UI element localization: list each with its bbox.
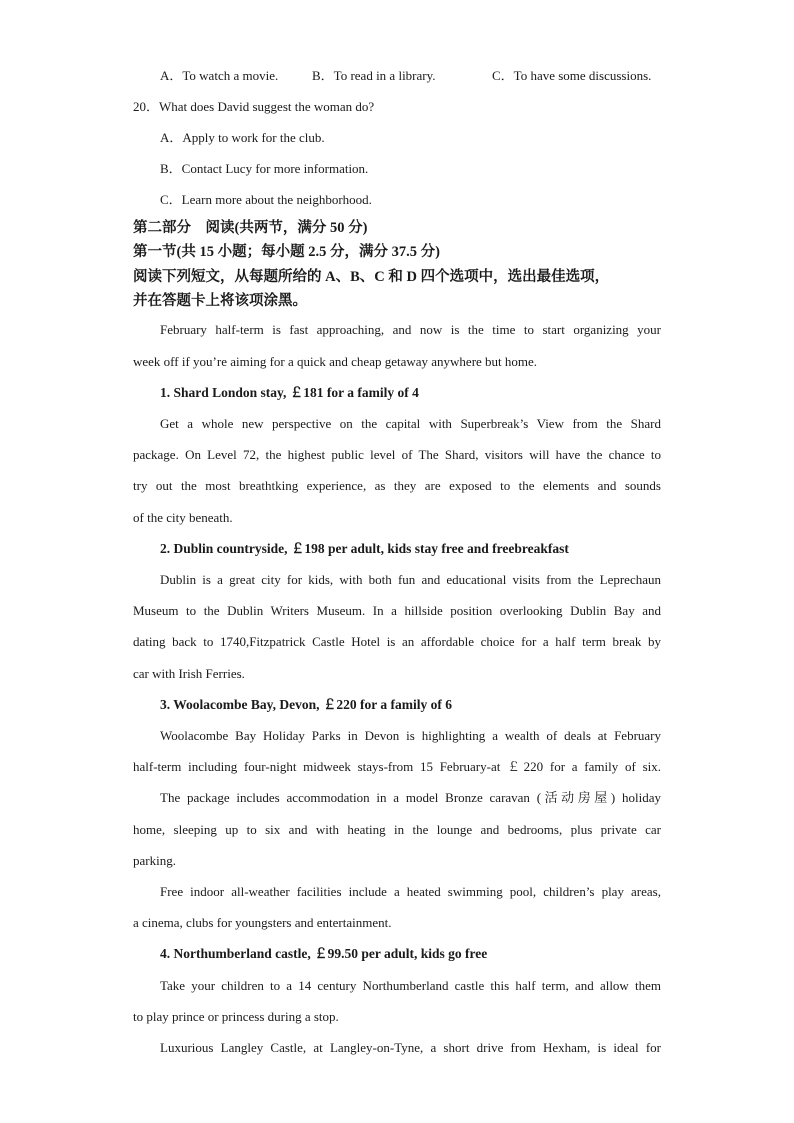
q19-options (160, 66, 661, 86)
ad2-line-3: dating back to 1740,Fitzpatrick Castle Hotel is an affordable choice for a half term break by (133, 634, 661, 649)
ad4-line-3: Luxurious Langley Castle, at Langley-on-Tyne, a short drive from Hexham, is ideal for (160, 1040, 661, 1055)
ad3-line-6: Free indoor all-weather facilities include a heated swimming pool, children’s play areas, (160, 884, 661, 899)
part-title: 第二部分 阅读(共两节，满分 50 分) (133, 220, 368, 236)
subsection-title: 第一节(共 15 小题；每小题 2.5 分，满分 37.5 分) (133, 244, 440, 260)
ad3-line-5: parking. (133, 853, 176, 868)
ad1-line-4: of the city beneath. (133, 510, 233, 525)
ad3-line-3: The package includes accommodation in a model Bronze caravan (活动房屋) holiday (160, 790, 661, 805)
ad4-line-2: to play prince or princess during a stop. (133, 1009, 339, 1024)
ad3-line-4: home, sleeping up to six and with heating in the lounge and bedrooms, plus private car (133, 822, 661, 837)
ad-heading-4: 4. Northumberland castle, ￡99.50 per adult, kids go free (160, 946, 488, 961)
ad2-line-4: car with Irish Ferries. (133, 666, 245, 681)
ad3-line-2: half-term including four-night midweek stays-from 15 February-at ￡220 for a family of six. (133, 759, 661, 774)
q19-option-a: A．To watch a movie. (160, 68, 279, 83)
intro-line-2: week off if you’re aiming for a quick and cheap getaway anywhere but home. (133, 354, 538, 369)
ad1-line-3: try out the most breathtking experience, as they are exposed to the elements and sounds (133, 478, 661, 493)
ad1-line-2: package. On Level 72, the highest public level of The Shard, visitors will have the chance to (133, 447, 661, 462)
ad-heading-1: 1. Shard London stay, ￡181 for a family of 4 (160, 385, 419, 400)
ad4-line-1: Take your children to a 14 century Northumberland castle this half term, and allow them (160, 978, 661, 993)
instruction-line-2: 并在答题卡上将该项涂黑。 (133, 293, 307, 309)
q20-question: 20．What does David suggest the woman do? (133, 99, 375, 114)
ad-heading-3: 3. Woolacombe Bay, Devon, ￡220 for a family of 6 (160, 697, 452, 712)
q20-option-b: B．Contact Lucy for more information. (160, 161, 369, 176)
ad3-line-1: Woolacombe Bay Holiday Parks in Devon is highlighting a wealth of deals at February (160, 728, 661, 743)
ad2-line-2: Museum to the Dublin Writers Museum. In a hillside position overlooking Dublin Bay and (133, 603, 661, 618)
ad3-line-7: a cinema, clubs for youngsters and entertainment. (133, 915, 392, 930)
ad1-line-1: Get a whole new perspective on the capital with Superbreak’s View from the Shard (160, 416, 661, 431)
intro-line-1: February half-term is fast approaching, and now is the time to start organizing your (160, 322, 661, 337)
q19-option-c: C．To have some discussions. (492, 68, 652, 83)
ad2-line-1: Dublin is a great city for kids, with both fun and educational visits from the Leprechaun (160, 572, 661, 587)
q20-option-a: A．Apply to work for the club. (160, 130, 325, 145)
ad-heading-2: 2. Dublin countryside, ￡198 per adult, kids stay free and freebreakfast (160, 541, 569, 556)
q20-option-c: C．Learn more about the neighborhood. (160, 192, 372, 207)
q19-option-b: B．To read in a library. (312, 68, 436, 83)
instruction-line-1: 阅读下列短文，从每题所给的 A、B、C 和 D 四个选项中，选出最佳选项， (133, 269, 610, 285)
